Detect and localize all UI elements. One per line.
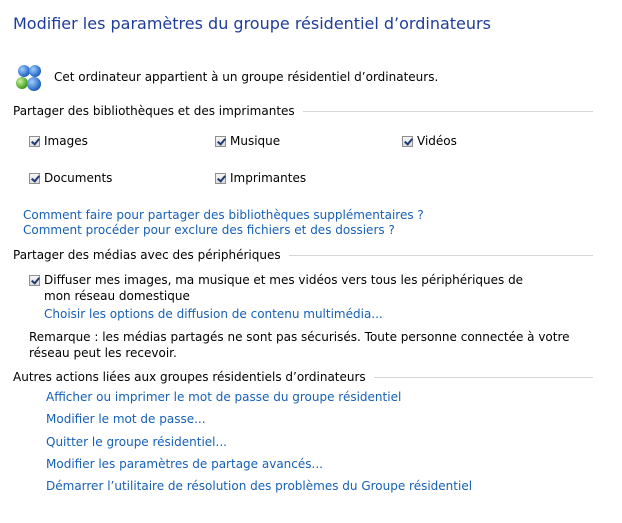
- leave-homegroup-link[interactable]: Quitter le groupe résidentiel...: [46, 435, 227, 449]
- videos-checkbox[interactable]: [402, 136, 413, 147]
- images-label: Images: [44, 134, 88, 148]
- music-checkbox[interactable]: [215, 136, 226, 147]
- libraries-section-heading: [13, 104, 593, 118]
- homegroup-icon: [13, 62, 45, 92]
- troubleshooter-link[interactable]: Démarrer l’utilitaire de résolution des problèmes du Groupe résidentiel: [46, 479, 473, 493]
- libraries-heading: Partager des bibliothèques et des imprimantes: [13, 104, 303, 118]
- page-title: Modifier les paramètres du groupe résidentiel d’ordinateurs: [13, 14, 491, 33]
- stream-media-label: Diffuser mes images, ma musique et mes vidéos vers tous les périphériques de mon réseau domestique: [44, 273, 524, 303]
- other-actions-heading: Autres actions liées aux groupes résidentiels d’ordinateurs: [13, 370, 374, 384]
- music-label: Musique: [230, 134, 281, 148]
- exclude-files-link[interactable]: Comment procéder pour exclure des fichiers et des dossiers ?: [23, 223, 395, 237]
- media-security-note: Remarque : les médias partagés ne sont pas sécurisés. Toute personne connectée à votre réseau peut les recevoir.: [29, 330, 570, 360]
- images-checkbox[interactable]: [29, 136, 40, 147]
- change-password-link[interactable]: Modifier le mot de passe...: [46, 412, 206, 426]
- share-more-libraries-link[interactable]: Comment faire pour partager des bibliothèques supplémentaires ?: [23, 208, 424, 222]
- stream-media-checkbox[interactable]: [29, 275, 40, 286]
- other-actions-section-heading: [13, 370, 593, 384]
- videos-label: Vidéos: [417, 134, 457, 148]
- streaming-options-link[interactable]: Choisir les options de diffusion de contenu multimédia...: [44, 307, 383, 321]
- view-password-link[interactable]: Afficher ou imprimer le mot de passe du groupe résidentiel: [46, 390, 402, 404]
- printers-checkbox[interactable]: [215, 173, 226, 184]
- documents-checkbox[interactable]: [29, 173, 40, 184]
- printers-label: Imprimantes: [230, 171, 307, 185]
- advanced-sharing-link[interactable]: Modifier les paramètres de partage avancés...: [46, 457, 323, 471]
- documents-label: Documents: [44, 171, 113, 185]
- media-heading: Partager des médias avec des périphériques: [13, 248, 289, 262]
- homegroup-status-text: Cet ordinateur appartient à un groupe résidentiel d’ordinateurs.: [54, 70, 439, 84]
- media-section-heading: [13, 248, 593, 262]
